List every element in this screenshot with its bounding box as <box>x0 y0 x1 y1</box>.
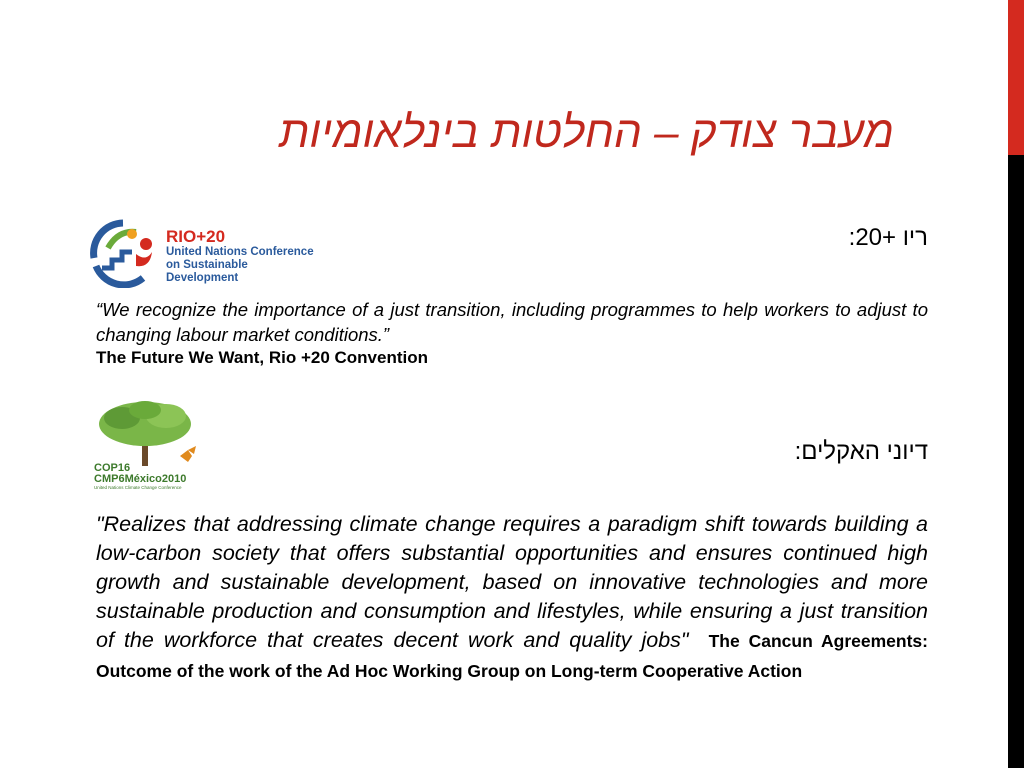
rio20-logo-text <box>166 228 323 285</box>
rio20-emblem-icon <box>88 218 158 288</box>
cop16-logo-text <box>94 463 186 491</box>
rio20-logo-line2: on Sustainable Development <box>166 259 248 284</box>
slide-title: מעבר צודק – החלטות בינלאומיות <box>279 108 894 157</box>
rio20-quote: “We recognize the importance of a just transition, including programmes to help workers to adjust to changing labour market conditions.” <box>96 299 928 345</box>
rio20-logo <box>88 218 323 288</box>
cancun-quote-block <box>96 510 928 686</box>
rio20-heading: ריו +20: <box>848 224 928 251</box>
rio20-source: The Future We Want, Rio +20 Convention <box>96 348 428 367</box>
cmp6-label: CMP6 <box>94 473 125 485</box>
cop16-logo-line4: United Nations Climate Change Conference <box>94 485 182 490</box>
tree-icon <box>92 400 204 470</box>
cop16-logo-line2 <box>94 474 186 485</box>
side-accent-bar-black <box>1008 155 1024 768</box>
cancun-source: The Cancun Agreements: Outcome of the work of the Ad Hoc Working Group on Long-term Cooperative Action <box>96 631 928 681</box>
climate-talks-heading: דיוני האקלים: <box>794 438 928 465</box>
cop16-logo-line1: COP16 <box>94 462 131 474</box>
rio20-logo-line1: United Nations Conference <box>166 246 314 258</box>
rio20-logo-title: RIO+20 <box>166 227 226 246</box>
mexico2010-label: México2010 <box>124 473 187 485</box>
side-accent-bar-red <box>1008 0 1024 155</box>
cancun-quote: "Realizes that addressing climate change requires a paradigm shift towards building a low-carbon society that offers substantial opportunities and ensures continued high growth and sustainable development, based on innovative technologies and more sustainable production and consumption and lifestyles, while ensuring a just transition of the workforce that creates decent work and quality jobs" <box>96 512 928 652</box>
cop16-logo <box>92 400 204 496</box>
